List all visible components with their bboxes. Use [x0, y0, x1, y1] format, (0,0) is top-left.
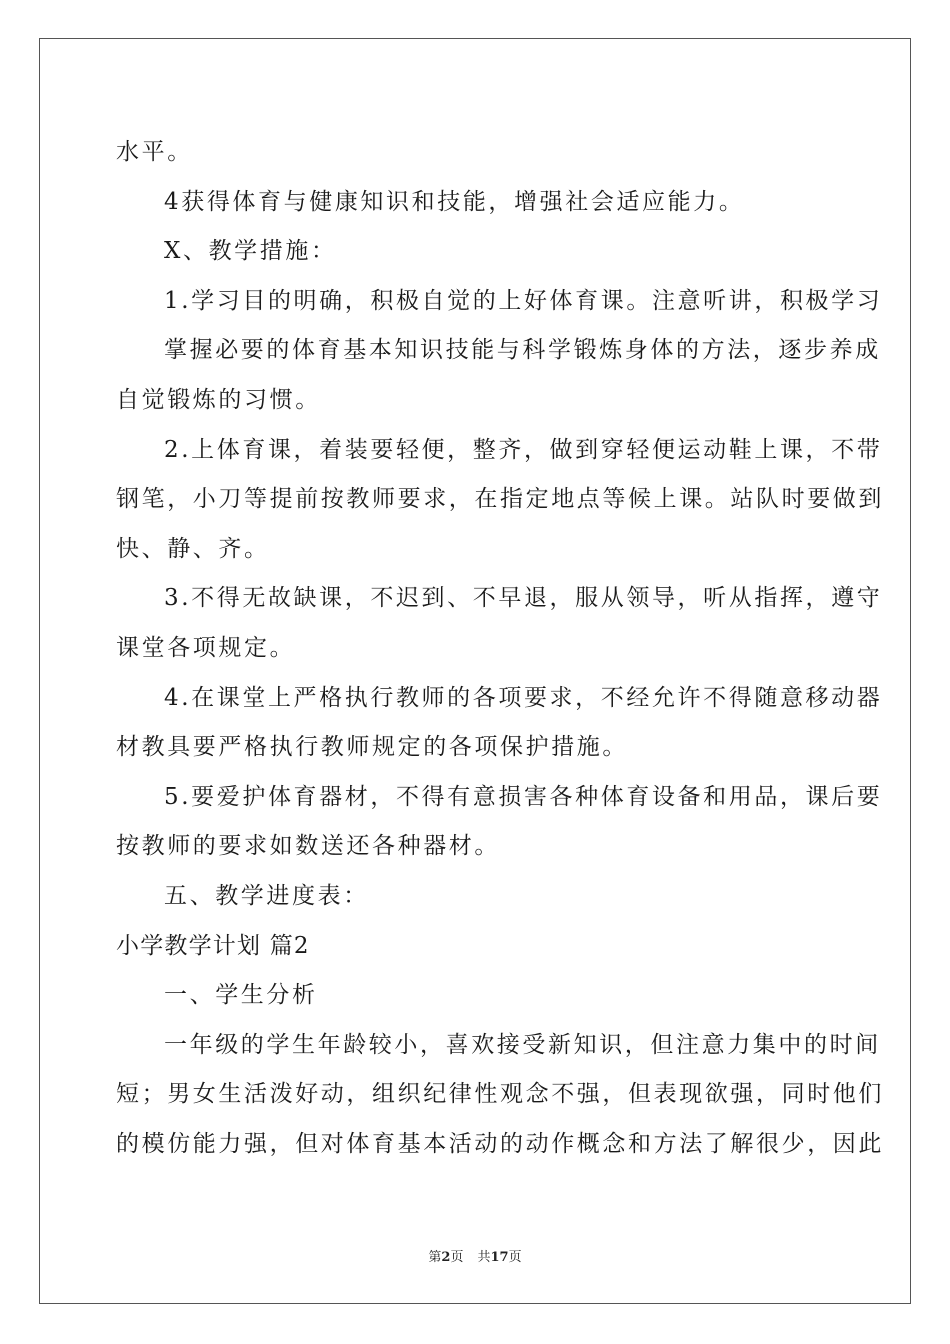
page-number: 2	[441, 1250, 451, 1265]
page-suffix: 页	[450, 1250, 464, 1265]
text-line: 4获得体育与健康知识和技能，增强社会适应能力。	[164, 188, 745, 215]
text-line: 短；男女生活泼好动，组织纪律性观念不强，但表现欲强，同时他们	[116, 1081, 884, 1108]
text-line: 1.学习目的明确，积极自觉的上好体育课。注意听讲，积极学习	[164, 287, 883, 314]
page-footer	[0, 1246, 950, 1265]
document-body	[116, 128, 884, 1169]
total-prefix: 共	[477, 1250, 491, 1265]
total-pages: 17	[490, 1250, 509, 1265]
text-line: 材教具要严格执行教师规定的各项保护措施。	[116, 734, 628, 761]
text-line: 3.不得无故缺课，不迟到、不早退，服从领导，听从指挥，遵守	[164, 585, 883, 612]
section-heading: 五、教学进度表：	[164, 882, 369, 909]
text-line: 按教师的要求如数送还各种器材。	[116, 833, 500, 860]
document-title: 小学教学计划 篇2	[116, 932, 310, 959]
total-suffix: 页	[508, 1250, 522, 1265]
text-line: 钢笔，小刀等提前按教师要求，在指定地点等候上课。站队时要做到	[116, 486, 884, 513]
text-line: 水平。	[116, 139, 193, 165]
text-line: 2.上体育课，着装要轻便，整齐，做到穿轻便运动鞋上课，不带	[164, 436, 883, 463]
page-prefix: 第	[428, 1250, 442, 1265]
text-line: 一年级的学生年龄较小，喜欢接受新知识，但注意力集中的时间	[164, 1031, 881, 1058]
text-line: 5.要爱护体育器材，不得有意损害各种体育设备和用品，课后要	[164, 783, 883, 810]
text-line: 掌握必要的体育基本知识技能与科学锻炼身体的方法，逐步养成	[164, 337, 881, 364]
text-line: 的模仿能力强，但对体育基本活动的动作概念和方法了解很少，因此	[116, 1130, 884, 1157]
section-heading: X、教学措施：	[164, 238, 337, 265]
section-heading: 一、学生分析	[164, 982, 318, 1009]
text-line: 快、静、齐。	[116, 535, 270, 562]
text-line: 4.在课堂上严格执行教师的各项要求，不经允许不得随意移动器	[164, 684, 883, 711]
text-line: 自觉锻炼的习惯。	[116, 386, 321, 413]
text-line: 课堂各项规定。	[116, 634, 296, 661]
